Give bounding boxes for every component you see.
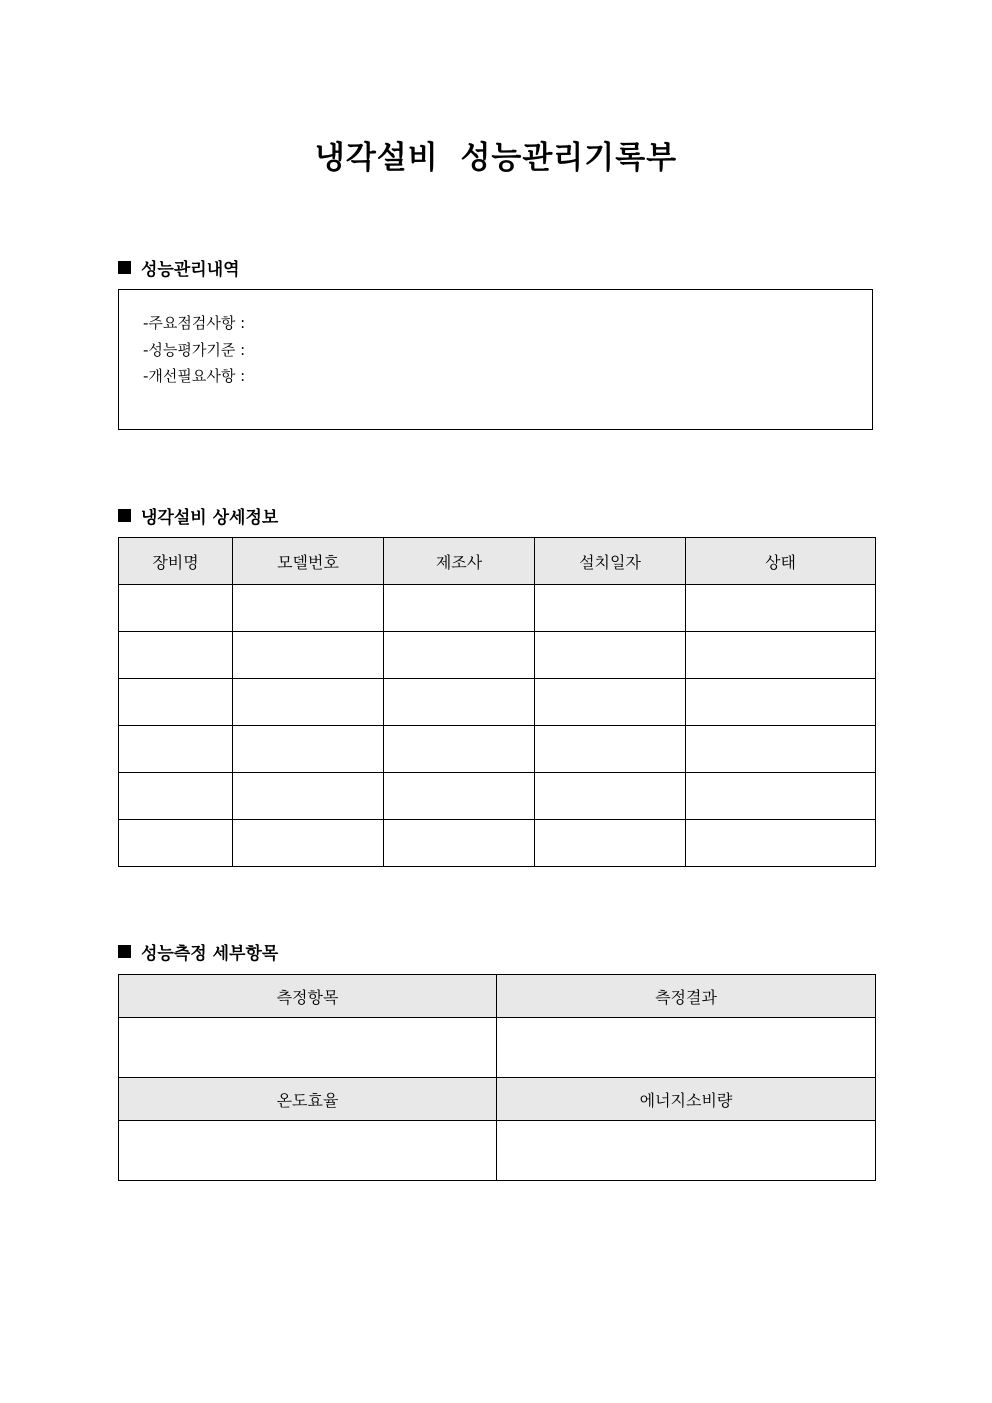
section-heading-performance-history — [118, 255, 240, 280]
table-row — [119, 773, 876, 820]
table-header-row — [119, 975, 876, 1018]
performance-notes-box — [118, 289, 873, 430]
column-header-status: 상태 — [686, 538, 876, 585]
table-cell[interactable] — [535, 585, 686, 632]
table-cell[interactable] — [119, 1121, 497, 1181]
table-cell[interactable] — [233, 679, 384, 726]
table-cell[interactable] — [119, 726, 233, 773]
table-cell[interactable] — [233, 820, 384, 867]
square-bullet-icon — [118, 261, 131, 274]
table-cell[interactable] — [535, 820, 686, 867]
table-row — [119, 1018, 876, 1078]
header-temperature-efficiency: 온도효율 — [119, 1078, 497, 1121]
equipment-details-table — [118, 537, 876, 867]
table-cell[interactable] — [384, 726, 535, 773]
table-row — [119, 820, 876, 867]
table-cell[interactable] — [119, 1018, 497, 1078]
square-bullet-icon — [118, 945, 131, 958]
column-header-equipment-name: 장비명 — [119, 538, 233, 585]
notes-line-criteria: -성능평가기준 : — [143, 340, 246, 359]
table-cell[interactable] — [686, 585, 876, 632]
table-cell[interactable] — [497, 1121, 876, 1181]
section-heading-measurement-items — [118, 939, 278, 964]
measurement-table — [118, 974, 876, 1181]
table-cell[interactable] — [535, 679, 686, 726]
table-cell[interactable] — [497, 1018, 876, 1078]
column-header-model-number: 모델번호 — [233, 538, 384, 585]
table-cell[interactable] — [233, 773, 384, 820]
table-cell[interactable] — [233, 585, 384, 632]
header-measurement-item: 측정항목 — [119, 975, 497, 1018]
table-cell[interactable] — [384, 773, 535, 820]
header-energy-consumption: 에너지소비량 — [497, 1078, 876, 1121]
table-cell[interactable] — [119, 632, 233, 679]
table-cell[interactable] — [119, 679, 233, 726]
square-bullet-icon — [118, 509, 131, 522]
table-cell[interactable] — [384, 632, 535, 679]
notes-line-improvement: -개선필요사항 : — [143, 367, 246, 385]
page-title: 냉각설비 성능관리기록부 — [314, 140, 678, 176]
table-header-row — [119, 1078, 876, 1121]
table-header-row — [119, 538, 876, 585]
table-cell[interactable] — [686, 820, 876, 867]
table-row — [119, 1121, 876, 1181]
table-cell[interactable] — [233, 632, 384, 679]
table-cell[interactable] — [535, 632, 686, 679]
table-cell[interactable] — [686, 773, 876, 820]
table-row — [119, 726, 876, 773]
section-heading-equipment-details — [118, 503, 278, 528]
table-cell[interactable] — [686, 632, 876, 679]
column-header-install-date: 설치일자 — [535, 538, 686, 585]
table-cell[interactable] — [686, 726, 876, 773]
table-cell[interactable] — [384, 679, 535, 726]
table-cell[interactable] — [119, 773, 233, 820]
section-heading-label: 냉각설비 상세정보 — [141, 508, 279, 528]
table-cell[interactable] — [119, 820, 233, 867]
section-heading-label: 성능관리내역 — [141, 260, 240, 280]
table-cell[interactable] — [119, 585, 233, 632]
column-header-manufacturer: 제조사 — [384, 538, 535, 585]
table-row — [119, 632, 876, 679]
table-row — [119, 679, 876, 726]
table-cell[interactable] — [233, 726, 384, 773]
table-cell[interactable] — [686, 679, 876, 726]
table-row — [119, 585, 876, 632]
table-cell[interactable] — [384, 820, 535, 867]
header-measurement-result: 측정결과 — [497, 975, 876, 1018]
notes-line-inspection: -주요점검사항 : — [143, 314, 246, 332]
table-cell[interactable] — [384, 585, 535, 632]
table-cell[interactable] — [535, 726, 686, 773]
table-cell[interactable] — [535, 773, 686, 820]
section-heading-label: 성능측정 세부항목 — [141, 944, 279, 964]
